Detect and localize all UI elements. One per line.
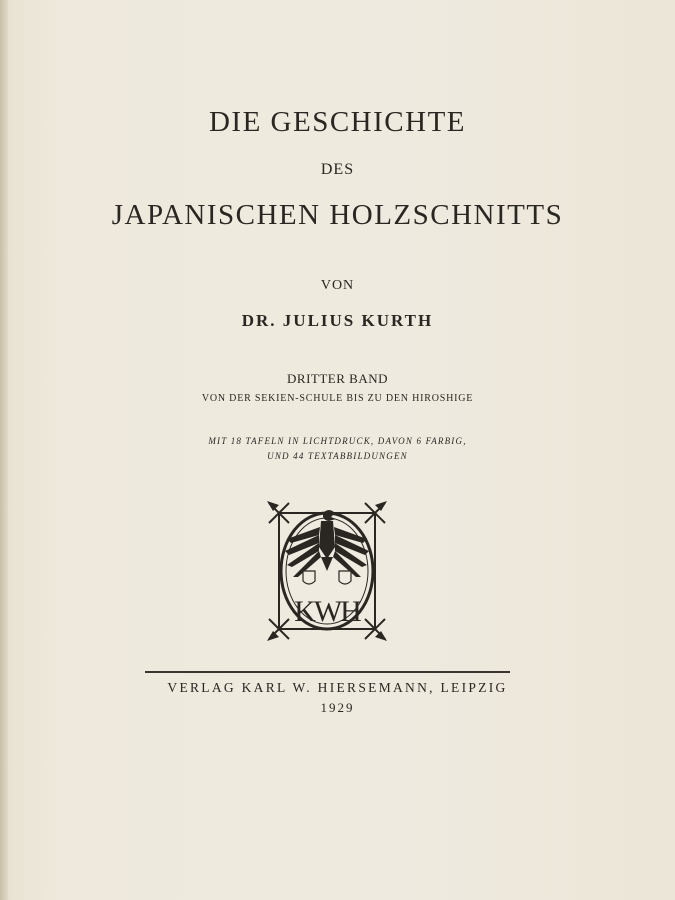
publisher-line: VERLAG KARL W. HIERSEMANN, LEIPZIG [167,680,508,695]
publisher-eagle-emblem-icon [265,497,389,645]
emblem-monogram: KWH [294,595,360,628]
plates-note-line-2: UND 44 TEXTABBILDUNGEN [267,451,408,461]
divider-rule [145,671,510,673]
volume-subtitle: VON DER SEKIEN-SCHULE BIS ZU DEN HIROSHIGE [201,393,474,404]
publication-year: 1929 [320,700,355,715]
volume-label: DRITTER BAND [287,371,388,386]
title-des: DES [320,161,355,178]
title-line-1: DIE GESCHICHTE [208,106,466,138]
title-line-2: JAPANISCHEN HOLZSCHNITTS [111,199,564,231]
author-name: DR. JULIUS KURTH [241,311,434,330]
by-label: VON [320,278,355,293]
plates-note-line-1: MIT 18 TAFELN IN LICHTDRUCK, DAVON 6 FARBIG, [208,436,467,446]
